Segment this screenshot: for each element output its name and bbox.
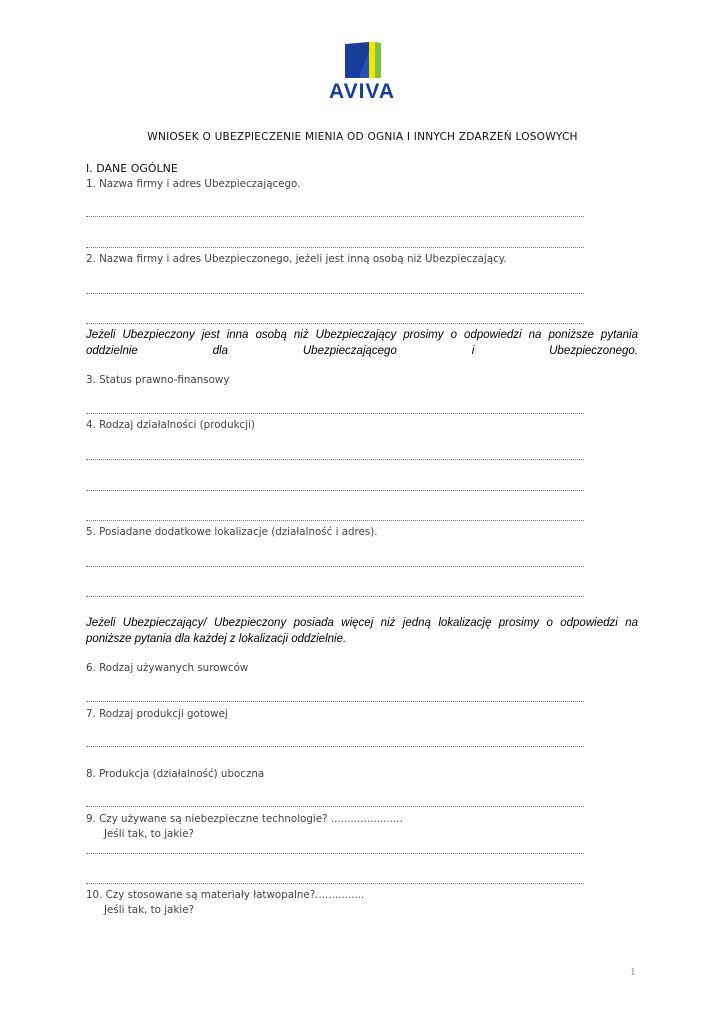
question-6: 6. Rodzaj używanych surowców — [86, 662, 249, 674]
question-4: 4. Rodzaj działalności (produkcji) — [86, 419, 255, 431]
answer-line[interactable] — [86, 746, 584, 748]
answer-line[interactable] — [86, 883, 584, 885]
question-2: 2. Nazwa firmy i adres Ubezpieczonego, jeżeli jest inną osobą niż Ubezpieczający. — [86, 253, 507, 265]
question-9: 9. Czy używane są niebezpieczne technologie? ...................... — [86, 813, 403, 825]
instruction-note: Jeżeli Ubezpieczony jest inna osobą niż Ubezpieczający prosimy o odpowiedzi na poniższe pytania oddzielnie dla Ubezpieczającego i Ubezpieczonego. — [86, 329, 638, 357]
answer-line[interactable] — [86, 520, 584, 522]
question-10: 10. Czy stosowane są materiały łatwopalne?............... — [86, 889, 365, 901]
instruction-note-line-1: Jeżeli Ubezpieczający/ Ubezpieczony posiada więcej niż jedną lokalizację prosimy o odpowiedzi na — [86, 617, 638, 629]
answer-line[interactable] — [86, 701, 584, 703]
answer-line[interactable] — [86, 566, 584, 568]
answer-line[interactable] — [86, 323, 584, 325]
question-7: 7. Rodzaj produkcji gotowej — [86, 708, 228, 720]
document-title: WNIOSEK O UBEZPIECZENIE MIENIA OD OGNIA I INNYCH ZDARZEŃ LOSOWYCH — [147, 131, 578, 143]
answer-line[interactable] — [86, 413, 584, 415]
question-3: 3. Status prawno-finansowy — [86, 374, 230, 386]
page-number: 1 — [630, 966, 636, 978]
answer-line[interactable] — [86, 596, 584, 598]
answer-line[interactable] — [86, 853, 584, 855]
question-9-followup: Jeśli tak, to jakie? — [104, 828, 194, 840]
answer-line[interactable] — [86, 293, 584, 295]
answer-line[interactable] — [86, 490, 584, 492]
aviva-logo-mark — [345, 42, 381, 78]
aviva-logo-text: AVIVA — [328, 80, 396, 103]
answer-line[interactable] — [86, 247, 584, 249]
question-8: 8. Produkcja (działalność) uboczna — [86, 768, 265, 780]
answer-line[interactable] — [86, 459, 584, 461]
answer-line[interactable] — [86, 216, 584, 218]
section-heading: I. DANE OGÓLNE — [86, 162, 178, 175]
answer-line[interactable] — [86, 806, 584, 808]
instruction-note-line-2: poniższe pytania dla każdej z lokalizacji oddzielnie. — [86, 633, 347, 645]
question-5: 5. Posiadane dodatkowe lokalizacje (działalność i adres). — [86, 526, 378, 538]
question-10-followup: Jeśli tak, to jakie? — [104, 904, 194, 916]
question-1: 1. Nazwa firmy i adres Ubezpieczającego. — [86, 178, 301, 190]
